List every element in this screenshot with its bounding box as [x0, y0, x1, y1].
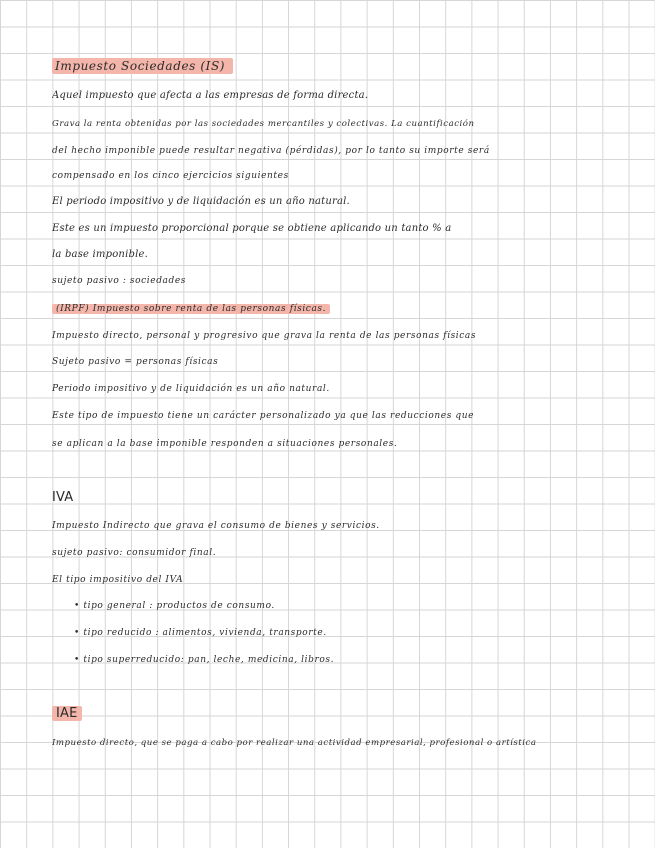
is-line-1: Aquel impuesto que afecta a las empresas de forma directa.: [52, 90, 369, 101]
irpf-line-1: Impuesto directo, personal y progresivo que grava la renta de las personas físicas: [52, 331, 477, 341]
is-line-3: del hecho imponible puede resultar negativa (pérdidas), por lo tanto su importe será: [52, 146, 490, 156]
iva-title: IVA: [52, 490, 74, 505]
is-line-7: la base imponible.: [52, 249, 148, 260]
iva-line-2: sujeto pasivo: consumidor final.: [52, 548, 217, 558]
irpf-line-4: Este tipo de impuesto tiene un carácter personalizado ya que las reducciones que: [52, 411, 475, 421]
is-line-8: sujeto pasivo : sociedades: [52, 276, 187, 286]
iae-line-1: Impuesto directo, que se paga a cabo por realizar una actividad empresarial, profesional o artística: [52, 738, 537, 748]
is-line-5: El periodo impositivo y de liquidación es un año natural.: [52, 196, 350, 207]
irpf-title-highlight: (IRPF) Impuesto sobre renta de las personas físicas.: [52, 304, 330, 314]
irpf-line-2: Sujeto pasivo = personas físicas: [52, 357, 219, 367]
iva-line-3: El tipo impositivo del IVA: [52, 575, 184, 585]
iva-line-1: Impuesto Indirecto que grava el consumo de bienes y servicios.: [52, 521, 380, 531]
iae-title: [52, 706, 605, 722]
iva-bullet-2: • tipo reducido : alimentos, vivienda, transporte.: [74, 628, 327, 638]
is-line-6: Este es un impuesto proporcional porque se obtiene aplicando un tanto % a: [52, 223, 452, 234]
is-title: [52, 58, 605, 74]
iae-title-highlight: IAE: [52, 706, 82, 721]
irpf-line-3: Periodo impositivo y de liquidación es un año natural.: [52, 384, 330, 394]
is-line-2: Grava la renta obtenidas por las sociedades mercantiles y colectivas. La cuantificación: [52, 119, 475, 129]
irpf-line-5: se aplican a la base imponible responden a situaciones personales.: [52, 439, 398, 449]
iva-bullet-3: • tipo superreducido: pan, leche, medicina, libros.: [74, 655, 335, 665]
irpf-title: [52, 301, 605, 317]
is-line-4: compensado en los cinco ejercicios siguientes: [52, 171, 289, 181]
iva-bullet-1: • tipo general : productos de consumo.: [74, 601, 275, 611]
is-title-highlight: Impuesto Sociedades (IS): [52, 58, 233, 74]
